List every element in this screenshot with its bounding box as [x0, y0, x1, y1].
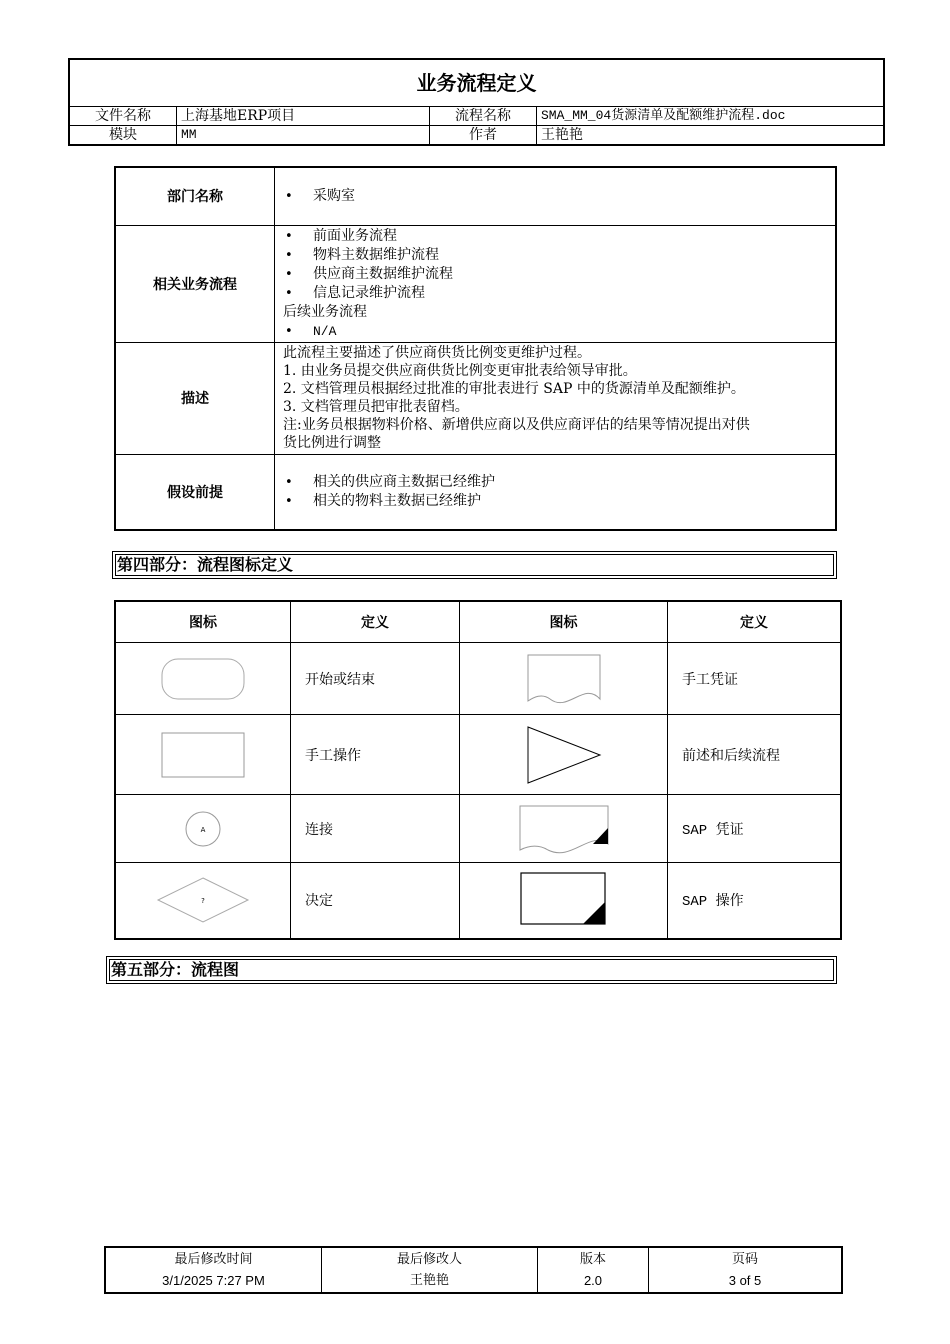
rectangle-icon — [160, 731, 246, 779]
bullet-icon: • — [285, 323, 293, 339]
version-label: 版本 — [579, 1252, 606, 1267]
legend-icon-cell — [115, 715, 291, 795]
sap-operation-icon — [520, 872, 608, 928]
decision-mark: ? — [201, 897, 205, 906]
document-title: 业务流程定义 — [70, 60, 883, 107]
author-label: 作者 — [430, 126, 537, 145]
table-row — [115, 795, 841, 863]
section-four-header — [112, 551, 837, 579]
diamond-icon — [156, 876, 250, 924]
dept-label: 部门名称 — [115, 167, 275, 225]
section-four-title: 第四部分：流程图标定义 — [115, 554, 834, 576]
modified-time-cell — [105, 1247, 322, 1293]
list-item: • 物料主数据维护流程 — [285, 246, 439, 263]
bullet-icon: • — [285, 228, 293, 244]
legend-icon-cell — [460, 643, 668, 715]
list-item: • 采购室 — [285, 187, 355, 204]
rounded-rect-icon — [160, 657, 246, 701]
page-number: 3 of 5 — [728, 1273, 762, 1288]
document-footer — [104, 1246, 843, 1294]
modified-by-cell — [322, 1247, 538, 1293]
file-name-label: 文件名称 — [70, 107, 177, 126]
sap-document-icon — [518, 804, 610, 854]
desc-line: 注:业务员根据物料价格、新增供应商以及供应商评估的结果等情况提出对供 — [283, 417, 750, 433]
bullet-icon: • — [285, 493, 293, 509]
legend-icon-cell — [115, 643, 291, 715]
legend-col-def: 定义 — [291, 601, 460, 643]
desc-line: 2. 文档管理员根据经过批准的审批表进行 SAP 中的货源清单及配额维护。 — [283, 381, 745, 397]
legend-def: SAP 操作 — [668, 863, 842, 939]
legend-def: 手工操作 — [291, 715, 460, 795]
legend-table — [114, 600, 842, 940]
process-info-table — [114, 166, 837, 531]
bullet-icon: • — [285, 188, 293, 204]
legend-col-icon: 图标 — [115, 601, 291, 643]
document-header — [68, 58, 885, 146]
bullet-icon: • — [285, 266, 293, 282]
legend-icon-cell — [460, 795, 668, 863]
section-five-header — [106, 956, 837, 984]
page-label: 页码 — [731, 1252, 758, 1267]
legend-icon-cell — [115, 795, 291, 863]
process-name-label: 流程名称 — [430, 107, 537, 126]
list-item: • N/A — [285, 323, 337, 339]
table-row — [115, 715, 841, 795]
bullet-icon: • — [285, 247, 293, 263]
list-item: • 供应商主数据维护流程 — [285, 265, 453, 282]
desc-line: 3. 文档管理员把审批表留档。 — [283, 399, 469, 415]
version-value: 2.0 — [583, 1273, 603, 1288]
list-item: • 相关的物料主数据已经维护 — [285, 492, 481, 509]
legend-icon-cell — [460, 715, 668, 795]
related-content — [275, 225, 837, 342]
section-five-title: 第五部分：流程图 — [109, 959, 834, 981]
bullet-icon: • — [285, 285, 293, 301]
table-row — [115, 643, 841, 715]
legend-icon-cell — [460, 863, 668, 939]
modified-by-value: 王艳艳 — [409, 1273, 449, 1288]
modified-time-value: 3/1/2025 7:27 PM — [162, 1273, 265, 1288]
version-cell — [538, 1247, 649, 1293]
legend-def: 手工凭证 — [668, 643, 842, 715]
desc-line: 1. 由业务员提交供应商供货比例变更审批表给领导审批。 — [283, 363, 637, 379]
bullet-icon: • — [285, 474, 293, 490]
document-icon — [526, 653, 602, 705]
legend-def: 决定 — [291, 863, 460, 939]
desc-line: 此流程主要描述了供应商供货比例变更维护过程。 — [283, 345, 591, 361]
legend-def: 开始或结束 — [291, 643, 460, 715]
author-value: 王艳艳 — [537, 126, 884, 145]
desc-line: 货比例进行调整 — [283, 435, 381, 451]
module-value: MM — [177, 126, 430, 145]
modified-by-label: 最后修改人 — [396, 1252, 462, 1267]
legend-col-icon: 图标 — [460, 601, 668, 643]
desc-label: 描述 — [115, 342, 275, 454]
dept-content — [275, 167, 837, 225]
legend-def: 连接 — [291, 795, 460, 863]
subsequent-heading: 后续业务流程 — [283, 303, 367, 320]
page-cell — [649, 1247, 843, 1293]
table-row — [115, 863, 841, 939]
desc-content — [275, 342, 837, 454]
triangle-icon — [526, 725, 602, 785]
legend-icon-cell — [115, 863, 291, 939]
module-label: 模块 — [70, 126, 177, 145]
connector-letter: A — [200, 825, 206, 834]
legend-def: SAP 凭证 — [668, 795, 842, 863]
legend-def: 前述和后续流程 — [668, 715, 842, 795]
assume-content — [275, 454, 837, 530]
list-item: • 前面业务流程 — [285, 227, 397, 244]
process-name-value: SMA_MM_04货源清单及配额维护流程.doc — [537, 107, 884, 126]
circle-connector-icon — [184, 810, 222, 848]
legend-col-def: 定义 — [668, 601, 842, 643]
assume-label: 假设前提 — [115, 454, 275, 530]
file-name-value: 上海基地ERP项目 — [177, 107, 430, 126]
modified-time-label: 最后修改时间 — [174, 1252, 253, 1267]
list-item: • 相关的供应商主数据已经维护 — [285, 473, 495, 490]
list-item: • 信息记录维护流程 — [285, 284, 425, 301]
related-label: 相关业务流程 — [115, 225, 275, 342]
